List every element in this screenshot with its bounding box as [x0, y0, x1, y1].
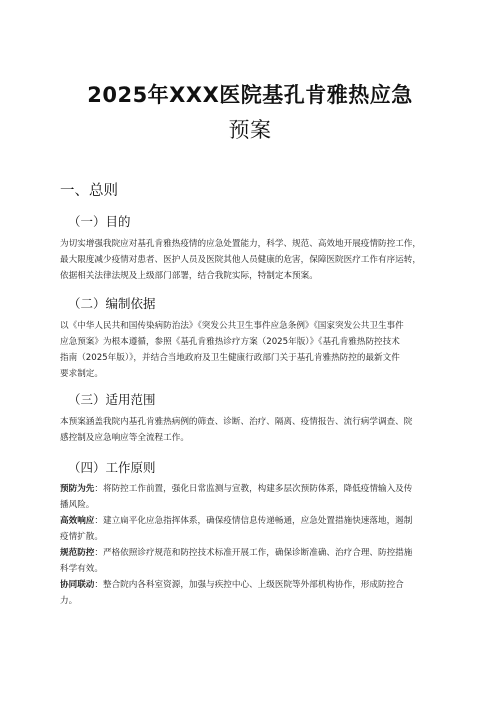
- principle-term: 预防为先: [60, 484, 95, 494]
- paragraph-line: 指南（2025年版）》，并结合当地政府及卫生健康行政部门关于基孔肯雅热防控的最新文件: [60, 353, 400, 363]
- principle-coordination: [60, 577, 442, 609]
- principle-term: 规范防控: [60, 548, 95, 558]
- principle-term: 高效响应: [60, 516, 95, 526]
- principle-text: 播风险。: [60, 500, 95, 510]
- document-title-line1: 2025年XXX医院基孔肯雅热应急: [87, 83, 413, 107]
- principle-response: [60, 513, 442, 545]
- subheading-purpose: （一）目的: [68, 214, 131, 229]
- paragraph-scope: [60, 414, 442, 446]
- paragraph-line: 以《中华人民共和国传染病防治法》《突发公共卫生事件应急条例》《国家突发公共卫生事件: [60, 321, 404, 331]
- principle-standard: [60, 545, 442, 577]
- section-heading-general: 一、总则: [60, 183, 118, 199]
- principle-text: 疫情扩散。: [60, 532, 103, 542]
- paragraph-line: 应急预案》为根本遵循，参照《基孔肯雅热诊疗方案（2025年版）》《基孔肯雅热防控技术: [60, 337, 400, 347]
- principle-text: ：将防控工作前置，强化日常监测与宣教，构建多层次预防体系，降低疫情输入及传: [94, 484, 413, 494]
- paragraph-line: 本预案涵盖我院内基孔肯雅热病例的筛查、诊断、治疗、隔离、疫情报告、流行病学调查、院: [60, 417, 413, 427]
- principle-text: ：严格依照诊疗规范和防控技术标准开展工作，确保诊断准确、治疗合理、防控措施: [94, 548, 413, 558]
- subheading-principles: （四）工作原则: [68, 460, 156, 475]
- paragraph-line: 为切实增强我院应对基孔肯雅热疫情的应急处置能力，科学、规范、高效地开展疫情防控工作，: [60, 239, 421, 249]
- subheading-scope: （三）适用范围: [68, 392, 156, 407]
- principle-prevention: [60, 481, 442, 513]
- paragraph-line: 要求制定。: [60, 369, 103, 379]
- principle-term: 协同联动: [60, 580, 95, 590]
- document-title-line2: 预案: [228, 118, 272, 142]
- principle-text: 科学有效。: [60, 564, 103, 574]
- principle-text: ：整合院内各科室资源，加强与疾控中心、上级医院等外部机构协作，形成防控合: [94, 580, 404, 590]
- paragraph-line: 依据相关法律法规及上级部门部署，结合我院实际，特制定本预案。: [60, 271, 318, 281]
- paragraph-line: 感控制及应急响应等全流程工作。: [60, 433, 189, 443]
- subheading-basis: （二）编制依据: [68, 296, 156, 311]
- principle-text: ：建立扁平化应急指挥体系，确保疫情信息传递畅通，应急处置措施快速落地，遏制: [94, 516, 413, 526]
- paragraph-basis: [60, 318, 442, 382]
- paragraph-purpose: [60, 236, 442, 284]
- paragraph-line: 最大限度减少疫情对患者、医护人员及医院其他人员健康的危害，保障医院医疗工作有序运转，: [60, 255, 421, 265]
- principle-text: 力。: [60, 596, 78, 606]
